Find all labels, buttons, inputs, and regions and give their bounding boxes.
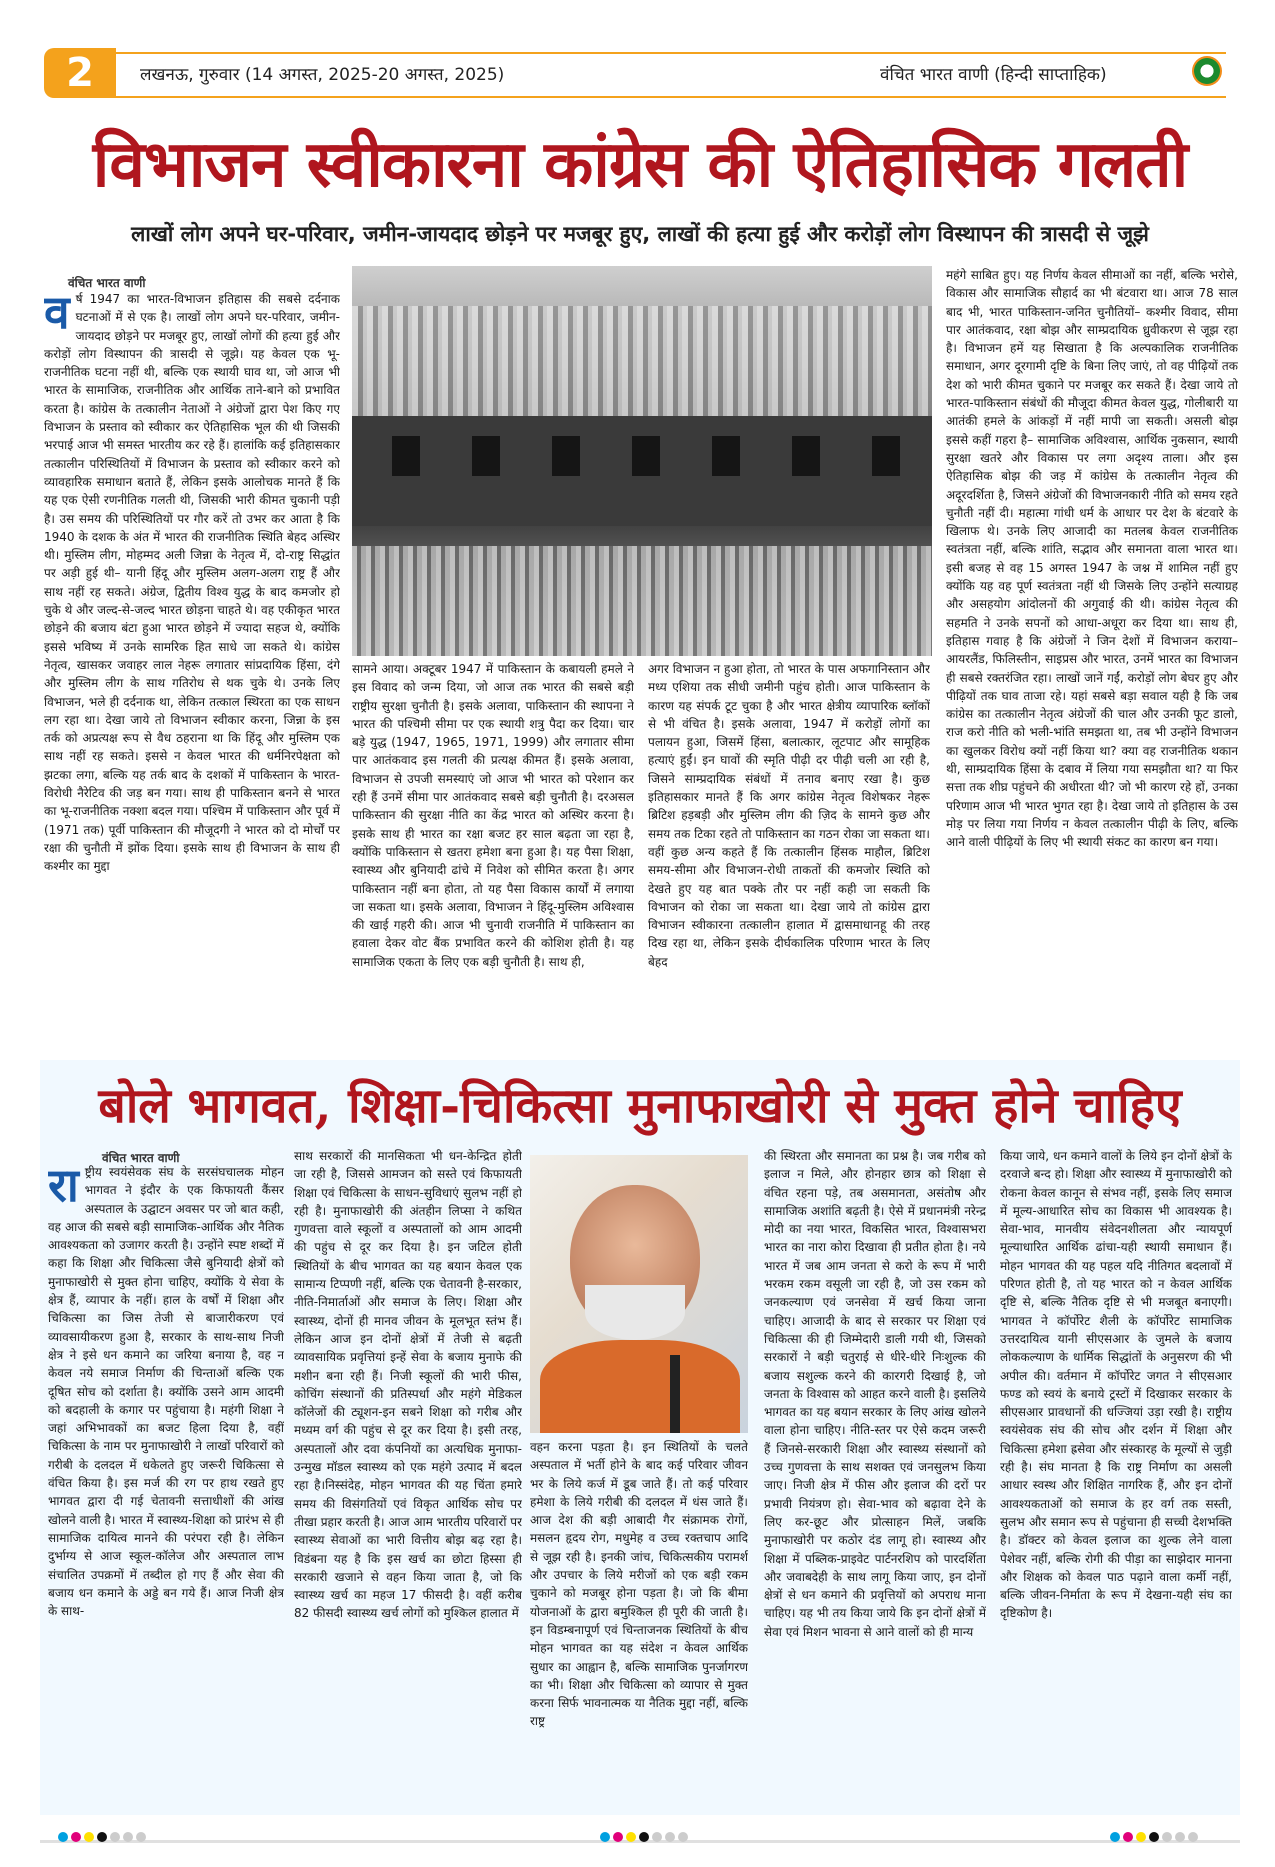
color-registration-marks bbox=[1110, 1827, 1201, 1846]
byline-text: वंचित भारत वाणी bbox=[102, 1151, 180, 1165]
article1-column-4 bbox=[946, 266, 1238, 1040]
column-text: अगर विभाजन न हुआ होता, तो भारत के पास अफगानिस्तान और मध्य एशिया तक सीधी जमीनी पहुंच होती। आज पाकिस्तान के कारण यह संपर्क टूट चुका है और भारत क्षेत्रीय व्यापारिक ब्लॉकों से भी वंचित है। इसके अलावा, 1947 में करोड़ों लोगों का पलायन हुआ, जिसमें हिंसा, बलात्कार, लूटपाट और सामूहिक हत्याएं हुईं। इन घावों की स्मृति पीढ़ी दर पीढ़ी चली आ रही है, जिसने साम्प्रदायिक संबंधों में तनाव बनाए रखा है। कुछ इतिहासकार मानते हैं कि अगर कांग्रेस नेतृत्व विशेषकर नेहरू ब्रिटिश हड़बड़ी और मुस्लिम लीग की ज़िद के सामने कुछ और समय तक टिका रहते तो पाकिस्तान का गठन रोका जा सकता था। वहीं कुछ अन्य कहते हैं कि तत्कालीन हिंसक माहौल, ब्रिटिश समय-सीमा और विभाजन-रोधी ताकतों की कमजोर स्थिति को देखते हुए यह बात पक्के तौर पर नहीं कही जा सकती कि विभाजन को रोका जा सकता था। देखा जाये तो कांग्रेस द्वारा विभाजन स्वीकारना तत्कालीन हालात में द्वासमाधानहू की तरह दिख रहा था, लेकिन इसके दीर्घकालिक परिणाम भारत के लिए बेहद bbox=[648, 662, 930, 969]
page-number: 2 bbox=[44, 48, 116, 98]
column-text: किया जाये, धन कमाने वालों के लिये इन दोनों क्षेत्रों के दरवाजे बन्द हो। शिक्षा और स्वास्थ्य में मुनाफाखोरी को रोकना केवल कानून से संभव नहीं, इसके लिए समाज में मूल्य-आधारित सोच का विकास भी आवश्यक है। सेवा-भाव, मानवीय संवेदनशीलता और न्यायपूर्ण मूल्याधारित आर्थिक ढांचा-यही स्थायी समाधान हैं। मोहन भागवत की यह पहल यदि नीतिगत बदलावों में परिणत होती है, तो यह भारत को न केवल आर्थिक दृष्टि से, बल्कि नैतिक दृष्टि से भी मजबूत बनाएगी। भागवत ने कॉर्पोरेट शैली के कॉर्पोरेट सामाजिक उत्तरदायित्व यानी सीएसआर के जुमले के बजाय लोककल्याण के धार्मिक सिद्धांतों के अनुसरण की भी अपील की। वर्तमान में कॉर्पोरेट जगत ने सीएसआर फण्ड को स्वयं के बनाये ट्रस्टों में दिखाकर सरकार के सीएसआर प्रावधानों की धज्जियां उड़ा रखी है। राष्ट्रीय स्वयंसेवक संघ की सोच और दर्शन में शिक्षा और चिकित्सा हमेशा ह्रसेवा और संस्कारह के मूल्यों से जुड़ी रही है। संघ मानता है कि राष्ट्र निर्माण का असली आधार स्वस्थ और शिक्षित नागरिक हैं, और इन दोनों आवश्यकताओं को समाज के हर वर्ग तक सस्ती, सुलभ और समान रूप से पहुंचाना ही सच्ची देशभक्ति है। डॉक्टर को केवल इलाज का शुल्क लेने वाला पेशेवर नहीं, बल्कि रोगी की पीड़ा का साझेदार मानना और शिक्षक को केवल पाठ पढ़ाने वाला कर्मी नहीं, बल्कि जीवन-निर्माता के रूप में देखना-यही संघ का दृष्टिकोण है। bbox=[1000, 1149, 1232, 1621]
partition-train-photo bbox=[352, 266, 932, 656]
column-text: र्ष 1947 का भारत-विभाजन इतिहास की सबसे दर्दनाक घटनाओं में से एक है। लाखों लोग अपने घर-परिवार, जमीन-जायदाद छोड़ने पर मजबूर हुए, लाखों लोगों की हत्या हुई और करोड़ों लोग विस्थापन की त्रासदी से जूझे। यह केवल एक भू-राजनीतिक घटना नहीं थी, बल्कि एक स्थायी घाव था, जो आज भी भारत के सामाजिक, राजनीतिक और आर्थिक ताने-बाने को प्रभावित करता है। कांग्रेस के तत्कालीन नेताओं ने अंग्रेजों द्वारा पेश किए गए विभाजन के प्रस्ताव को स्वीकार कर ऐतिहासिक भूल की थी जिसकी भरपाई आज भी समस्त भारतीय कर रहे हैं। हालांकि कई इतिहासकार तत्कालीन परिस्थितियों में विभाजन के प्रस्ताव को स्वीकार करने को व्यावहारिक समाधान बताते हैं, लेकिन इसके आलोचक मानते हैं कि यह एक ऐसी रणनीतिक गलती थी, जिसकी भारी कीमत चुकानी पड़ी है। उस समय की परिस्थितियों पर गौर करें तो उभर कर आता है कि 1940 के दशक के अंत में भारत की राजनीतिक स्थिति बेहद अस्थिर थी। मुस्लिम लीग, मोहम्मद अली जिन्ना के नेतृत्व में, दो-राष्ट्र सिद्धांत पर अड़ी हुई थी– यानी हिंदू और मुस्लिम अलग-अलग राष्ट्र हैं और साथ नहीं रह सकते। अंग्रेज, द्वितीय विश्व युद्ध के बाद कमजोर हो चुके थे और जल्द-से-जल्द भारत छोड़ना चाहते थे। वह एकीकृत भारत छोड़ने की बजाय बंटा हुआ भारत छोड़ने में ज्यादा सहज थे, क्योंकि इससे भविष्य में उनके सामरिक हित साधे जा सकते थे। कांग्रेस नेतृत्व, खासकर जवाहर लाल नेहरू लगातार सांप्रदायिक हिंसा, दंगे और मुस्लिम लीग के साथ गतिरोध से थक चुके थे। उनके लिए विभाजन, भले ही दर्दनाक था, लेकिन तत्काल स्थिरता का एक साधन लग रहा था। देखा जाये तो विभाजन स्वीकार करना, जिन्ना के इस तर्क को अप्रत्यक्ष रूप से वैध ठहराना था कि हिंदू और मुस्लिम एक साथ नहीं रह सकते। इससे न केवल भारत की धर्मनिरपेक्षता को झटका लगा, बल्कि यह तर्क बाद के दशकों में पाकिस्तान के भारत-विरोधी नैरेटिव की जड़ बन गया। साथ ही पाकिस्तान बनने से भारत का भू-राजनीतिक नक्शा बदल गया। पश्चिम में पाकिस्तान और पूर्व में (1971 तक) पूर्वी पाकिस्तान की मौजूदगी ने भारत को दो मोर्चों पर रक्षा की चुनौती में झोंक दिया। इसके साथ ही विभाजन के साथ ही कश्मीर का मुद्दा bbox=[44, 292, 340, 874]
article2-column-4 bbox=[764, 1147, 986, 1813]
article1-column-1 bbox=[44, 290, 340, 1040]
article2-column-3 bbox=[530, 1438, 748, 1813]
photo-crowd-roof bbox=[352, 306, 932, 416]
byline-text: वंचित भारत वाणी bbox=[68, 276, 146, 290]
article1-column-3 bbox=[648, 660, 930, 1040]
article1-byline bbox=[68, 272, 145, 291]
article2-column-5 bbox=[1000, 1147, 1232, 1813]
article1-headline: विभाजन स्वीकारना कांग्रेस की ऐतिहासिक गलती bbox=[92, 128, 1188, 202]
photo-window bbox=[392, 436, 420, 476]
column-text: सामने आया। अक्टूबर 1947 में पाकिस्तान के कबायली हमले ने इस विवाद को जन्म दिया, जो आज तक भारत की सबसे बड़ी राष्ट्रीय सुरक्षा चुनौती है। इसके अलावा, पाकिस्तान की स्थापना ने भारत की पश्चिमी सीमा पर एक स्थायी शत्रु पैदा कर दिया। चार बड़े युद्ध (1947, 1965, 1971, 1999) और लगातार सीमा पार आतंकवाद इस गलती की प्रत्यक्ष कीमत हैं। इसके अलावा, विभाजन से उपजी समस्याएं जो आज भी भारत को परेशान कर रही हैं उनमें सीमा पार आतंकवाद सबसे बड़ी चुनौती है। दरअसल पाकिस्तान की सुरक्षा नीति का केंद्र भारत को अस्थिर करना है। इसके साथ ही भारत का रक्षा बजट हर साल बढ़ता जा रहा है, क्योंकि पाकिस्तान से खतरा हमेशा बना हुआ है। यह पैसा शिक्षा, स्वास्थ्य और बुनियादी ढांचे में निवेश को सीमित करता है। अगर पाकिस्तान नहीं बना होता, तो यह पैसा विकास कार्यों में लगाया जा सकता था। इसके अलावा, विभाजन ने हिंदू-मुस्लिम अविश्वास की खाई गहरी की। आज भी चुनावी राजनीति में पाकिस्तान का हवाला देकर वोट बैंक प्रभावित करने की कोशिश होती है। यह सामाजिक एकता के लिए एक बड़ी चुनौती है। साथ ही, bbox=[352, 662, 634, 969]
article1-subheadline: लाखों लोग अपने घर-परिवार, जमीन-जायदाद छोड़ने पर मजबूर हुए, लाखों की हत्या हुई और करोड़ों लोग विस्थापन की त्रासदी से जूझे bbox=[131, 222, 1149, 246]
dateline: लखनऊ, गुरुवार (14 अगस्त, 2025-20 अगस्त, 2025) bbox=[140, 65, 505, 85]
photo-window bbox=[552, 436, 580, 476]
column-text: ष्ट्रीय स्वयंसेवक संघ के सरसंघचालक मोहन भागवत ने इंदौर के एक किफायती कैंसर अस्पताल के उद्घाटन अवसर पर जो बात कही, वह आज की सबसे बड़ी सामाजिक-आर्थिक और नैतिक आवश्यकता को उजागर करती है। उन्होंने स्पष्ट शब्दों में कहा कि शिक्षा और चिकित्सा जैसे बुनियादी क्षेत्रों को मुनाफाखोरी से मुक्त होना चाहिए, क्योंकि ये सेवा के क्षेत्र हैं, व्यापार के नहीं। हाल के वर्षों में शिक्षा और चिकित्सा का जिस तेजी से बाजारीकरण एवं व्यावसायीकरण हुआ है, सरकार के साथ-साथ निजी क्षेत्र ने इसे धन कमाने का जरिया बनाया है, वह न केवल नये समाज निर्माण की चिन्ताओं बल्कि एक दूषित सोच को दर्शाता है। क्योंकि उसने आम आदमी को बदहाली के कगार पर पहुंचाया है। महंगी शिक्षा ने जहां अभिभावकों का बजट हिला दिया है, वहीं चिकित्सा के नाम पर मुनाफाखोरी ने लाखों परिवारों को गरीबी के दलदल में धकेलते हुए जरूरी चिकित्सा से वंचित किया है। इस मर्ज की रग पर हाथ रखते हुए भागवत द्वारा दी गई चेतावनी सत्ताधीशों की आंख खोलने वाली है। भारत में स्वास्थ्य-शिक्षा को प्रारंभ से ही सामाजिक दायित्व मानने की परंपरा रही है। लेकिन दुर्भाग्य से आज स्कूल-कॉलेज और अस्पताल लाभ संचालित उपक्रमों में तब्दील हो गए हैं और सेवा की बजाय धन कमाने के अड्डे बन गये हैं। आज निजी क्षेत्र के साथ- bbox=[48, 1165, 284, 1619]
photo-window bbox=[632, 436, 660, 476]
photo-window bbox=[872, 436, 900, 476]
dropcap: व bbox=[44, 290, 70, 339]
column-text: महंगे साबित हुए। यह निर्णय केवल सीमाओं का नहीं, बल्कि भरोसे, विकास और सामाजिक सौहार्द का भी बंटवारा था। आज 78 साल बाद भी, भारत पाकिस्तान-जनित चुनौतियों– कश्मीर विवाद, सीमा पार आतंकवाद, रक्षा बोझ और साम्प्रदायिक ध्रुवीकरण से जूझ रहा है। विभाजन हमें यह सिखाता है कि अल्पकालिक राजनीतिक समाधान, अगर दूरगामी दृष्टि के बिना लिए जाएं, तो वह पीढ़ियों तक देश को भारी कीमत चुकाने पर मजबूर कर सकते हैं। देखा जाये तो भारत-पाकिस्तान संबंधों की मौजूदा कीमत केवल युद्ध, गोलीबारी या आतंकी हमले के आंकड़ों में नहीं मापी जा सकती। असली बोझ इससे कहीं गहरा है– सामाजिक अविश्वास, आर्थिक नुकसान, स्थायी सुरक्षा खतरे और विकास पर लगा अदृश्य ताला। और इस ऐतिहासिक बोझ की जड़ में कांग्रेस के तत्कालीन नेतृत्व की अदूरदर्शिता है, जिसने अंग्रेजों की विभाजनकारी नीति को समय रहते चुनौती नहीं दी। महात्मा गांधी धर्म के आधार पर देश के बंटवारे के खिलाफ थे। उनके लिए आजादी का मतलब केवल राजनीतिक स्वतंत्रता नहीं, बल्कि शांति, सद्भाव और समानता वाला भारत था। इसी बजह से वह 15 अगस्त 1947 के जश्न में शामिल नहीं हुए क्योंकि यह वह पूर्ण स्वतंत्रता नहीं थी जिसके लिए उन्होंने सत्याग्रह और असहयोग आंदोलनों की अगुवाई की थी। कांग्रेस नेतृत्व की सहमति ने उनके सपनों को आधा-अधूरा कर दिया था। साथ ही, इतिहास गवाह है कि अंग्रेजों ने जिन देशों में विभाजन कराया– आयरलैंड, फिलिस्तीन, साइप्रस और भारत, उनमें भारत का विभाजन ही सबसे रक्तरंजित रहा। लाखों जानें गईं, करोड़ों लोग बेघर हुए और पीढ़ियों तक घाव ताजा रहे। यहां सबसे बड़ा सवाल यही है कि जब कांग्रेस का तत्कालीन नेतृत्व अंग्रेजों की चाल और उनकी फूट डालो, राज करो नीति को भली-भांति समझता था, तब भी उन्होंने विभाजन का खुलकर विरोध क्यों नहीं किया था? क्या वह राजनीतिक थकान थी, साम्प्रदायिक हिंसा के दबाव में लिया गया समझौता था? या फिर सत्ता तक शीघ्र पहुंचने की अधीरता थी? जो भी कारण रहे हों, उनका परिणाम आज भी भारत भुगत रहा है। देखा जाये तो इतिहास के उस मोड़ पर लिया गया निर्णय न केवल तत्कालीन पीढ़ी के लिए, बल्कि आने वाली पीढ़ियों के लिए भी स्थायी संकट का कारण बन गया। bbox=[946, 268, 1238, 850]
article2-column-2 bbox=[294, 1147, 522, 1813]
column-text: की स्थिरता और समानता का प्रश्न है। जब गरीब को इलाज न मिले, और होनहार छात्र को शिक्षा से वंचित रहना पड़े, तब असमानता, असंतोष और सामाजिक अशांति बढ़ती है। ऐसे में प्रधानमंत्री नरेन्द्र मोदी का नया भारत, विकसित भारत, विश्वासभरा भारत का नारा कोरा दिखावा ही प्रतीत होता है। नये भारत में जब आम जनता से करो के रूप में भारी भरकम रकम वसूली जा रही है, जो उस रकम को जनकल्याण एवं जनसेवा में खर्च किया जाना चाहिए। आजादी के बाद से सरकार पर शिक्षा एवं चिकित्सा की ही जिम्मेदारी डाली गयी थी, जिसको सरकारों ने बड़ी चतुराई से धीरे-धीरे निःशुल्क की बजाय सशुल्क करने की कारगरी दिखाई है, जो जनता के विश्वास को आहत करने वाली है। इसलिये भागवत का यह बयान सरकार के लिए आंख खोलने वाला होना चाहिए। नीति-स्तर पर ऐसे कदम जरूरी हैं जिनसे-सरकारी शिक्षा और स्वास्थ्य संस्थानों को उच्च गुणवत्ता के साथ सशक्त एवं जनसुलभ किया जाए। निजी क्षेत्र में फीस और इलाज की दरों पर प्रभावी नियंत्रण हो। सेवा-भाव को बढ़ावा देने के लिए कर-छूट और प्रोत्साहन मिलें, जबकि मुनाफाखोरी पर कठोर दंड लागू हो। स्वास्थ्य और शिक्षा में पब्लिक-प्राइवेट पार्टनरशिप को पारदर्शिता और जवाबदेही के साथ लागू किया जाए, इन दोनों क्षेत्रों से धन कमाने की प्रवृत्तियों को अपराध माना चाहिए। यह भी तय किया जाये कि इन दोनों क्षेत्रों में सेवा एवं मिशन भावना से आने वालों को ही मान्य bbox=[764, 1149, 986, 1639]
photo-crowd-ground bbox=[352, 546, 932, 656]
photo-shirt bbox=[540, 1340, 740, 1433]
emblem-icon bbox=[1192, 56, 1222, 86]
photo-window bbox=[472, 436, 500, 476]
article2-headline: बोले भागवत, शिक्षा-चिकित्सा मुनाफाखोरी से मुक्त होने चाहिए bbox=[98, 1078, 1182, 1134]
dropcap: रा bbox=[48, 1163, 79, 1212]
bhagwat-photo bbox=[530, 1155, 748, 1433]
photo-window bbox=[712, 436, 740, 476]
column-text: साथ सरकारों की मानसिकता भी धन-केन्द्रित होती जा रही है, जिससे आमजन को सस्ते एवं किफायती शिक्षा एवं चिकित्सा के साधन-सुविधाएं सुलभ नहीं हो रही है। मुनाफाखोरी की अंतहीन लिप्सा ने कथित गुणवत्ता वाले स्कूलों व अस्पतालों को आम आदमी की पहुंच से दूर कर दिया है। इन जटिल होती स्थितियों के बीच भागवत का यह बयान केवल एक सामान्य टिप्पणी नहीं, बल्कि एक चेतावनी है-सरकार, नीति-निमार्ताओं और समाज के लिए। शिक्षा और स्वास्थ्य, दोनों ही मानव जीवन के मूलभूत स्तंभ हैं। लेकिन आज इन दोनों क्षेत्रों में तेजी से बढ़ती व्यावसायिक प्रवृत्तियां इन्हें सेवा के बजाय मुनाफे की मशीन बना रही हैं। निजी स्कूलों की भारी फीस, कोचिंग संस्थानों की प्रतिस्पर्धा और महंगे मेडिकल कॉलेजों की ट्यूशन-इन सबने शिक्षा को गरीब और मध्यम वर्ग की पहुंच से दूर कर दिया है। इसी तरह, अस्पतालों और दवा कंपनियों का अत्यधिक मुनाफा-उन्मुख मॉडल स्वास्थ्य को एक महंगे उत्पाद में बदल रहा है।निस्संदेह, मोहन भागवत की यह चिंता हमारे समय की विसंगतियों एवं विकृत आर्थिक सोच पर तीखा प्रहार करती है। आज आम भारतीय परिवारों पर स्वास्थ्य सेवाओं का भारी वित्तीय बोझ बढ़ रहा है। विडंबना यह है कि इस खर्च का छोटा हिस्सा ही सरकारी खजाने से वहन किया जाता है, जो कि स्वास्थ्य खर्च का महज 17 फीसदी है। वहीं करीब 82 फीसदी स्वास्थ्य खर्च लोगों को मुश्किल हालात में bbox=[294, 1149, 522, 1621]
photo-beard bbox=[585, 1285, 685, 1340]
masthead: वंचित भारत वाणी (हिन्दी साप्ताहिक) bbox=[880, 65, 1107, 85]
article2-column-1 bbox=[48, 1163, 284, 1813]
column-text: वहन करना पड़ता है। इन स्थितियों के चलते अस्पताल में भर्ती होने के बाद कई परिवार जीवन भर के लिये कर्ज में डूब जाते हैं। तो कई परिवार हमेशा के लिये गरीबी की दलदल में धंस जाते हैं। आज देश की बड़ी आबादी गैर संक्रामक रोगों, मसलन हृदय रोग, मधुमेह व उच्च रक्तचाप आदि से जूझ रही है। इनकी जांच, चिकित्सकीय परामर्श और उपचार के लिये मरीजों को एक बड़ी रकम चुकाने को मजबूर होना पड़ता है। जो कि बीमा योजनाओं के द्वारा बमुश्किल ही पूरी की जाती है। इन विडम्बनापूर्ण एवं चिन्ताजनक स्थितियों के बीच मोहन भागवत का यह संदेश न केवल आर्थिक सुधार का आह्वान है, बल्कि सामाजिक पुनर्जागरण का भी। शिक्षा और चिकित्सा को व्यापार से मुक्त करना सिर्फ भावनात्मक या नैतिक मुद्दा नहीं, बल्कि राष्ट्र bbox=[530, 1440, 748, 1729]
color-registration-marks bbox=[58, 1827, 149, 1846]
article1-column-2 bbox=[352, 660, 634, 1040]
color-registration-marks bbox=[600, 1827, 691, 1846]
photo-window bbox=[792, 436, 820, 476]
microphone-icon bbox=[670, 1355, 680, 1433]
